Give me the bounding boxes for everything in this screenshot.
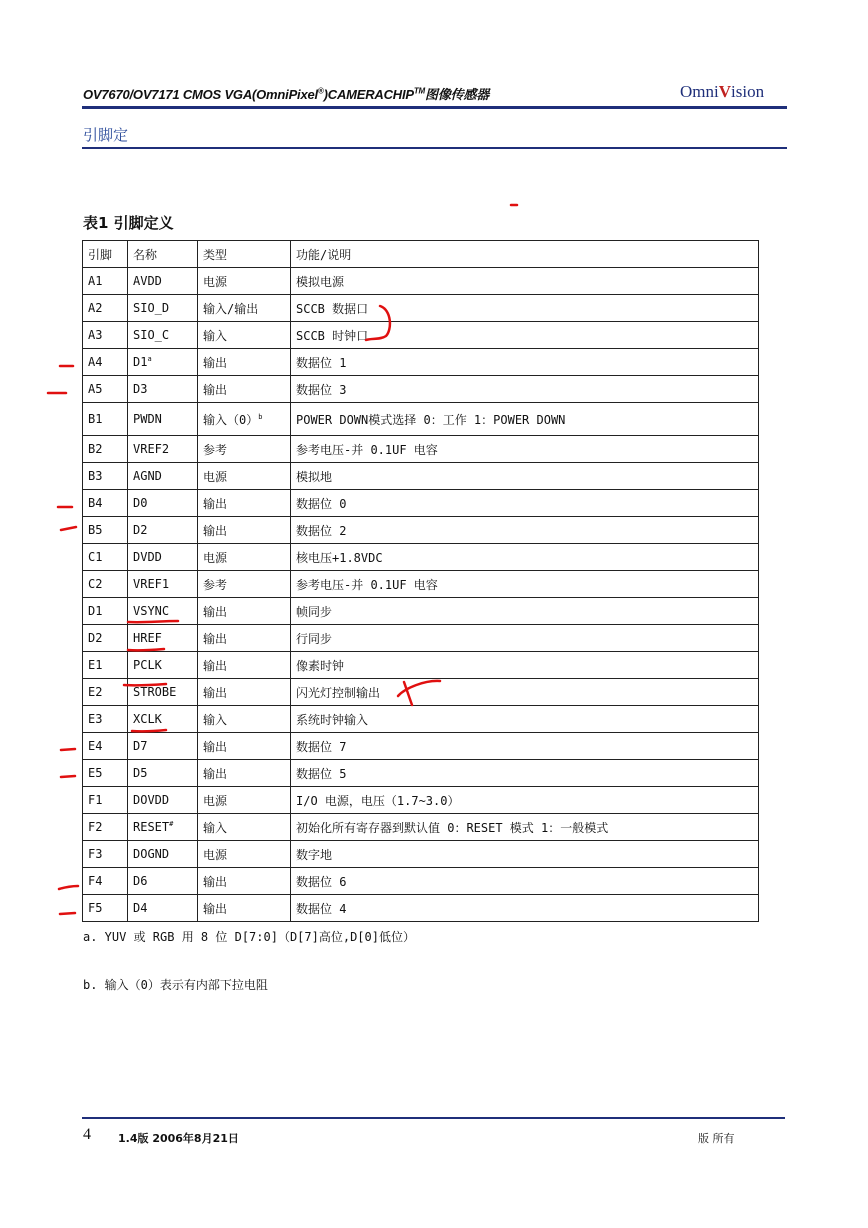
pin-cell-text: E5 [88,766,103,780]
type-cell-text: 输出 [203,874,228,889]
pin-cell-text: B2 [88,442,103,456]
type-cell-text: 输出 [203,631,228,646]
type-cell-text: 电源 [203,847,228,862]
function-cell-text: POWER DOWN模式选择 0：工作 1：POWER DOWN [296,412,566,427]
pin-cell-text: F2 [88,820,103,834]
name-cell-text: VREF1 [133,577,170,591]
header-pin: 引脚 [83,241,128,268]
annotation-tick-f5 [60,913,75,914]
function-cell-text: 数据位 0 [296,496,347,511]
pin-cell-text: F4 [88,874,103,888]
function-cell-text: 行同步 [296,631,333,646]
pin-cell-text: A4 [88,355,103,369]
annotation-underline-xclk [132,730,166,731]
function-cell-text: 模拟电源 [296,274,345,289]
pin-cell-text: B3 [88,469,103,483]
pin-cell-text: A2 [88,301,103,315]
function-cell-text: 数据位 4 [296,901,347,916]
function-cell-text: 帧同步 [296,604,333,619]
annotation-underline-vsync [128,621,178,622]
function-cell-text: 像素时钟 [296,658,345,673]
function-cell-text: 数据位 3 [296,382,347,397]
type-cell-text: 电源 [203,550,228,565]
name-cell-text: D4 [133,901,148,915]
annotation-underline-pclk [124,684,166,685]
pin-cell-text: D1 [88,604,103,618]
name-cell-text: VSYNC [133,604,170,618]
function-cell-text: 核电压+1.8VDC [296,550,383,565]
name-cell-text: D6 [133,874,148,888]
header-name: 名称 [128,241,198,268]
pin-cell-text: C1 [88,550,103,564]
function-cell-text: 数据位 6 [296,874,347,889]
type-cell-text: 输入（0） [203,412,259,427]
name-cell-footnote-mark: # [169,820,174,828]
pin-cell-text: E1 [88,658,103,672]
pin-cell-text: E2 [88,685,103,699]
type-cell-text: 输出 [203,355,228,370]
function-cell-text: 数据位 1 [296,355,347,370]
name-cell-text: PWDN [133,412,162,426]
name-cell-text: DOVDD [133,793,170,807]
annotation-bracket [366,306,390,340]
type-cell-text: 电源 [203,274,228,289]
pin-cell-text: F1 [88,793,103,807]
name-cell-text: VREF2 [133,442,170,456]
name-cell-text: D2 [133,523,148,537]
type-cell-text: 输出 [203,496,228,511]
annotation-cross [398,681,440,705]
copyright-text: 版 所有 [698,1132,735,1145]
pin-cell-text: E3 [88,712,103,726]
pin-cell-text: B5 [88,523,103,537]
function-cell-text: 闪光灯控制输出 [296,685,381,700]
annotation-tick-e4 [61,749,75,750]
pin-cell-text: B4 [88,496,103,510]
type-cell-text: 输入 [203,820,228,835]
type-cell-text: 输入/输出 [203,301,259,316]
name-cell-text: XCLK [133,712,162,726]
function-cell-text: 数据位 7 [296,739,347,754]
name-cell-text: AGND [133,469,162,483]
pin-cell-text: C2 [88,577,103,591]
annotation-tick-b5 [61,527,76,530]
name-cell-text: SIO_D [133,301,170,315]
name-cell-text: DVDD [133,550,162,564]
pin-cell-text: A3 [88,328,103,342]
name-cell-text: D5 [133,766,148,780]
type-cell-text: 输出 [203,658,228,673]
type-cell-text: 电源 [203,793,228,808]
type-cell-text: 输出 [203,382,228,397]
name-cell-text: RESET [133,820,170,834]
function-cell-text: 数字地 [296,847,333,862]
name-cell-text: D1 [133,355,148,369]
annotation-tick-e5 [61,776,75,777]
function-cell-text: 系统时钟输入 [296,712,369,727]
function-cell-text: SCCB 数据口 [296,301,369,316]
page-number: 4 [83,1126,91,1143]
document-header-title: OV7670/OV7171 CMOS VGA(OmniPixel®)CAMERACHIP™图像传感器 [83,86,490,102]
footnote-a: a. YUV 或 RGB 用 8 位 D[7:0]（D[7]高位,D[0]低位） [83,930,415,944]
name-cell-text: D7 [133,739,148,753]
table-caption: 表1 引脚定义 [83,214,174,232]
annotation-underline-href [128,649,164,650]
pin-cell-text: D2 [88,631,103,645]
type-cell-text: 输出 [203,766,228,781]
type-cell-text: 输出 [203,901,228,916]
pin-cell-text: F5 [88,901,103,915]
type-cell-text: 输出 [203,604,228,619]
omnivision-logo: OmniVision [680,82,765,101]
annotation-tick-f4 [59,886,78,889]
type-cell-text: 输出 [203,685,228,700]
name-cell-text: STROBE [133,685,177,699]
type-cell-footnote-mark: b [258,412,263,421]
name-cell-footnote-mark: a [147,355,152,363]
name-cell-text: D3 [133,382,148,396]
name-cell-text: AVDD [133,274,162,288]
version-date: 1.4版 2006年8月21日 [118,1132,239,1145]
name-cell-text: SIO_C [133,328,170,342]
type-cell-text: 参考 [203,577,228,592]
name-cell-text: PCLK [133,658,162,672]
header-type: 类型 [198,241,291,268]
name-cell-text: DOGND [133,847,170,861]
pin-cell-text: E4 [88,739,103,753]
function-cell-text: 数据位 5 [296,766,347,781]
footnote-b: b. 输入（0）表示有内部下拉电阻 [83,978,268,992]
function-cell-text: 模拟地 [296,469,333,484]
function-cell-text: 参考电压-并 0.1UF 电容 [296,577,438,592]
function-cell-text: SCCB 时钟口 [296,328,369,343]
type-cell-text: 电源 [203,469,228,484]
type-cell-text: 输出 [203,523,228,538]
type-cell-text: 输入 [203,328,228,343]
type-cell-text: 参考 [203,442,228,457]
name-cell-text: D0 [133,496,148,510]
pin-cell-text: B1 [88,412,103,426]
pin-cell-text: F3 [88,847,103,861]
function-cell-text: 参考电压-并 0.1UF 电容 [296,442,438,457]
pin-cell-text: A5 [88,382,103,396]
pin-cell-text: A1 [88,274,103,288]
name-cell-text: HREF [133,631,162,645]
section-title: 引脚定 [83,126,129,144]
function-cell-text: 数据位 2 [296,523,347,538]
type-cell-text: 输出 [203,739,228,754]
type-cell-text: 输入 [203,712,228,727]
function-cell-text: 初始化所有寄存器到默认值 0：RESET 模式 1：一般模式 [296,820,609,835]
function-cell-text: I/O 电源，电压（1.7~3.0） [296,793,460,808]
header-function: 功能/说明 [291,241,759,268]
